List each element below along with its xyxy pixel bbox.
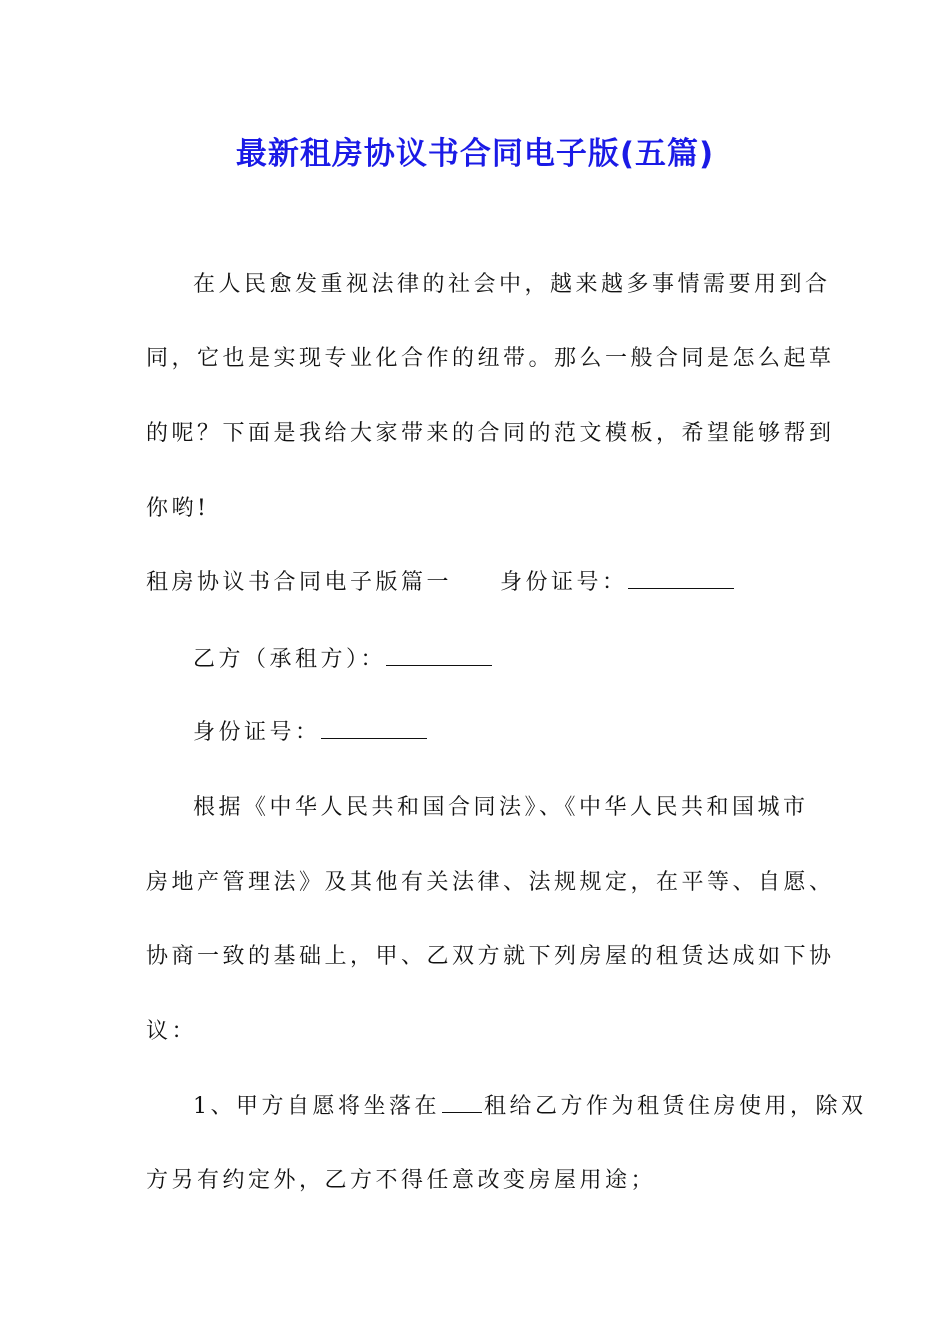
- section-heading: 租房协议书合同电子版篇一: [146, 570, 453, 595]
- clause-1-line-1: [193, 1092, 867, 1122]
- party-b-label: 乙方（承租方）：: [193, 647, 387, 672]
- intro-line-1: 在人民愈发重视法律的社会中，越来越多事情需要用到合: [193, 272, 831, 297]
- location-blank: [442, 1094, 482, 1113]
- basis-line-1: 根据《中华人民共和国合同法》、《中华人民共和国城市: [193, 795, 809, 820]
- id-number-blank-2: [321, 720, 427, 739]
- intro-line-4: 你哟!: [146, 496, 210, 521]
- clause-1-text-a: 1、甲方自愿将坐落在: [193, 1094, 440, 1119]
- document-title: 最新租房协议书合同电子版(五篇): [235, 136, 715, 172]
- id-number-blank-1: [628, 570, 734, 589]
- basis-line-4: 议：: [146, 1019, 198, 1044]
- clause-1-line-2: 方另有约定外，乙方不得任意改变房屋用途；: [146, 1168, 657, 1193]
- party-b-blank: [386, 647, 492, 666]
- basis-line-3: 协商一致的基础上，甲、乙双方就下列房屋的租赁达成如下协: [146, 944, 835, 969]
- id-row-2: [193, 718, 427, 748]
- id-label-1: 身份证号：: [500, 570, 628, 595]
- party-b-row: [193, 645, 492, 675]
- clause-1-text-b: 租给乙方作为租赁住房使用，除双: [484, 1094, 867, 1119]
- basis-line-2: 房地产管理法》及其他有关法律、法规规定，在平等、自愿、: [146, 870, 835, 895]
- intro-line-2: 同，它也是实现专业化合作的纽带。那么一般合同是怎么起草: [146, 346, 835, 371]
- intro-line-3: 的呢？下面是我给大家带来的合同的范文模板，希望能够帮到: [146, 421, 835, 446]
- section-heading-row: [146, 568, 734, 598]
- id-label-2: 身份证号：: [193, 720, 321, 745]
